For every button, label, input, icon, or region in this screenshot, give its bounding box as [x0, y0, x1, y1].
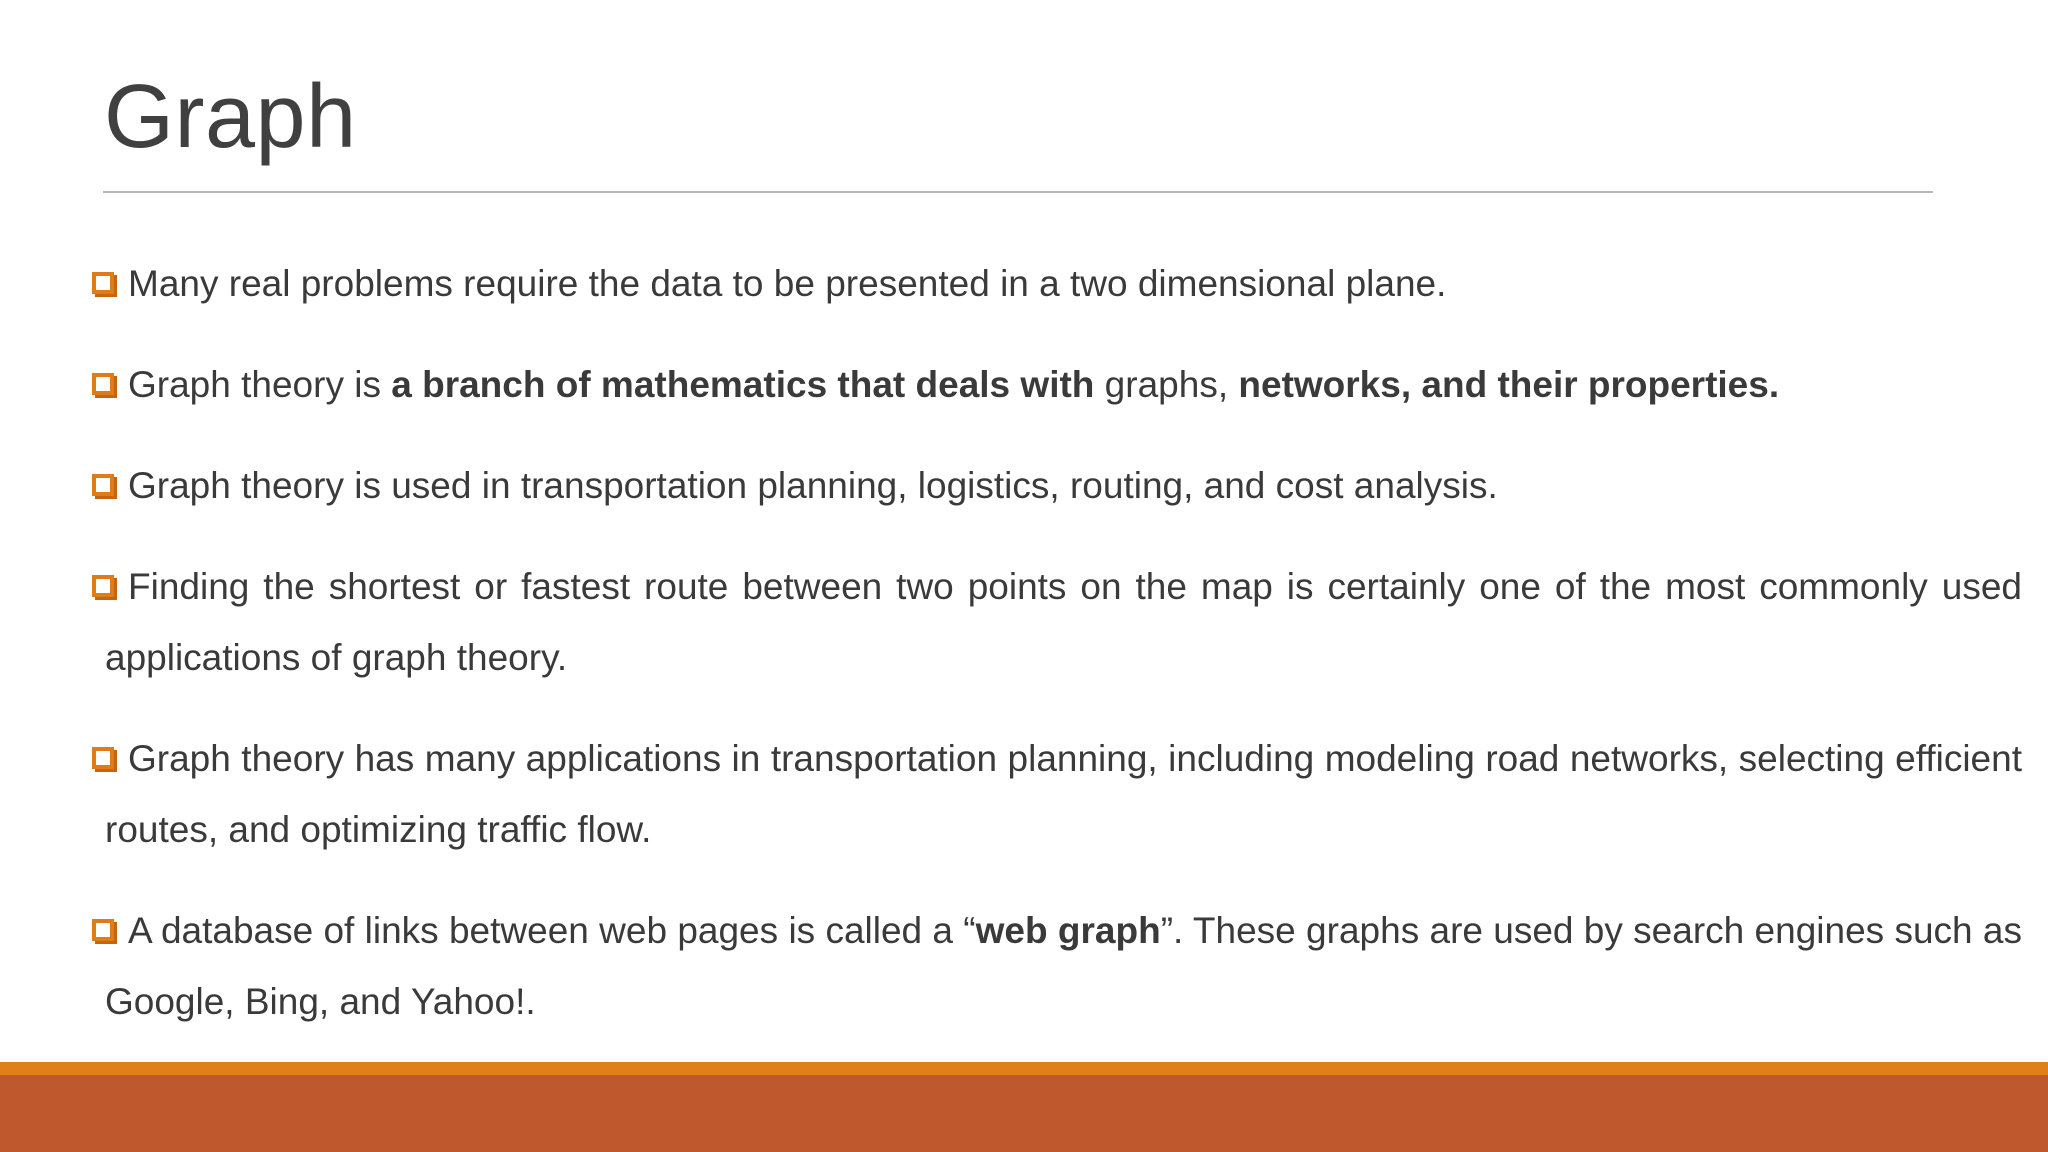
- bullet-item: [92, 349, 2022, 420]
- bullet-text: Graph theory has many applications in transportation planning, including modeling road networks, selecting efficient routes, and optimizing traffic flow.: [105, 738, 2022, 850]
- bullet-list: [92, 248, 2022, 1067]
- bullet-item: [92, 248, 2022, 319]
- bullet-text: ”. These graphs are used by search engines such as Google, Bing, and Yahoo!.: [105, 910, 2022, 1022]
- square-bullet-icon: [92, 747, 114, 769]
- bullet-text-bold: a branch of mathematics that deals with: [391, 364, 1095, 405]
- bullet-item: [92, 895, 2022, 1037]
- bullet-text-bold: networks, and their properties.: [1238, 364, 1780, 405]
- square-bullet-icon: [92, 474, 114, 496]
- bullet-text-bold: web graph: [975, 910, 1161, 951]
- bullet-item: [92, 450, 2022, 521]
- square-bullet-icon: [92, 272, 114, 294]
- footer-accent-bar: [0, 1062, 2048, 1075]
- slide-title: Graph: [104, 67, 357, 167]
- bullet-item: [92, 723, 2022, 865]
- bullet-text: Graph theory is: [128, 364, 392, 405]
- bullet-text: A database of links between web pages is called a “: [128, 910, 976, 951]
- square-bullet-icon: [92, 575, 114, 597]
- bullet-text: graphs,: [1094, 364, 1239, 405]
- footer-bar: [0, 1075, 2048, 1152]
- square-bullet-icon: [92, 373, 114, 395]
- bullet-text: Graph theory is used in transportation planning, logistics, routing, and cost analysis.: [128, 465, 1498, 506]
- square-bullet-icon: [92, 919, 114, 941]
- title-divider: [103, 191, 1933, 193]
- bullet-item: [92, 551, 2022, 693]
- bullet-text: Many real problems require the data to be presented in a two dimensional plane.: [128, 263, 1447, 304]
- bullet-text: Finding the shortest or fastest route between two points on the map is certainly one of the most commonly used applications of graph theory.: [105, 566, 2022, 678]
